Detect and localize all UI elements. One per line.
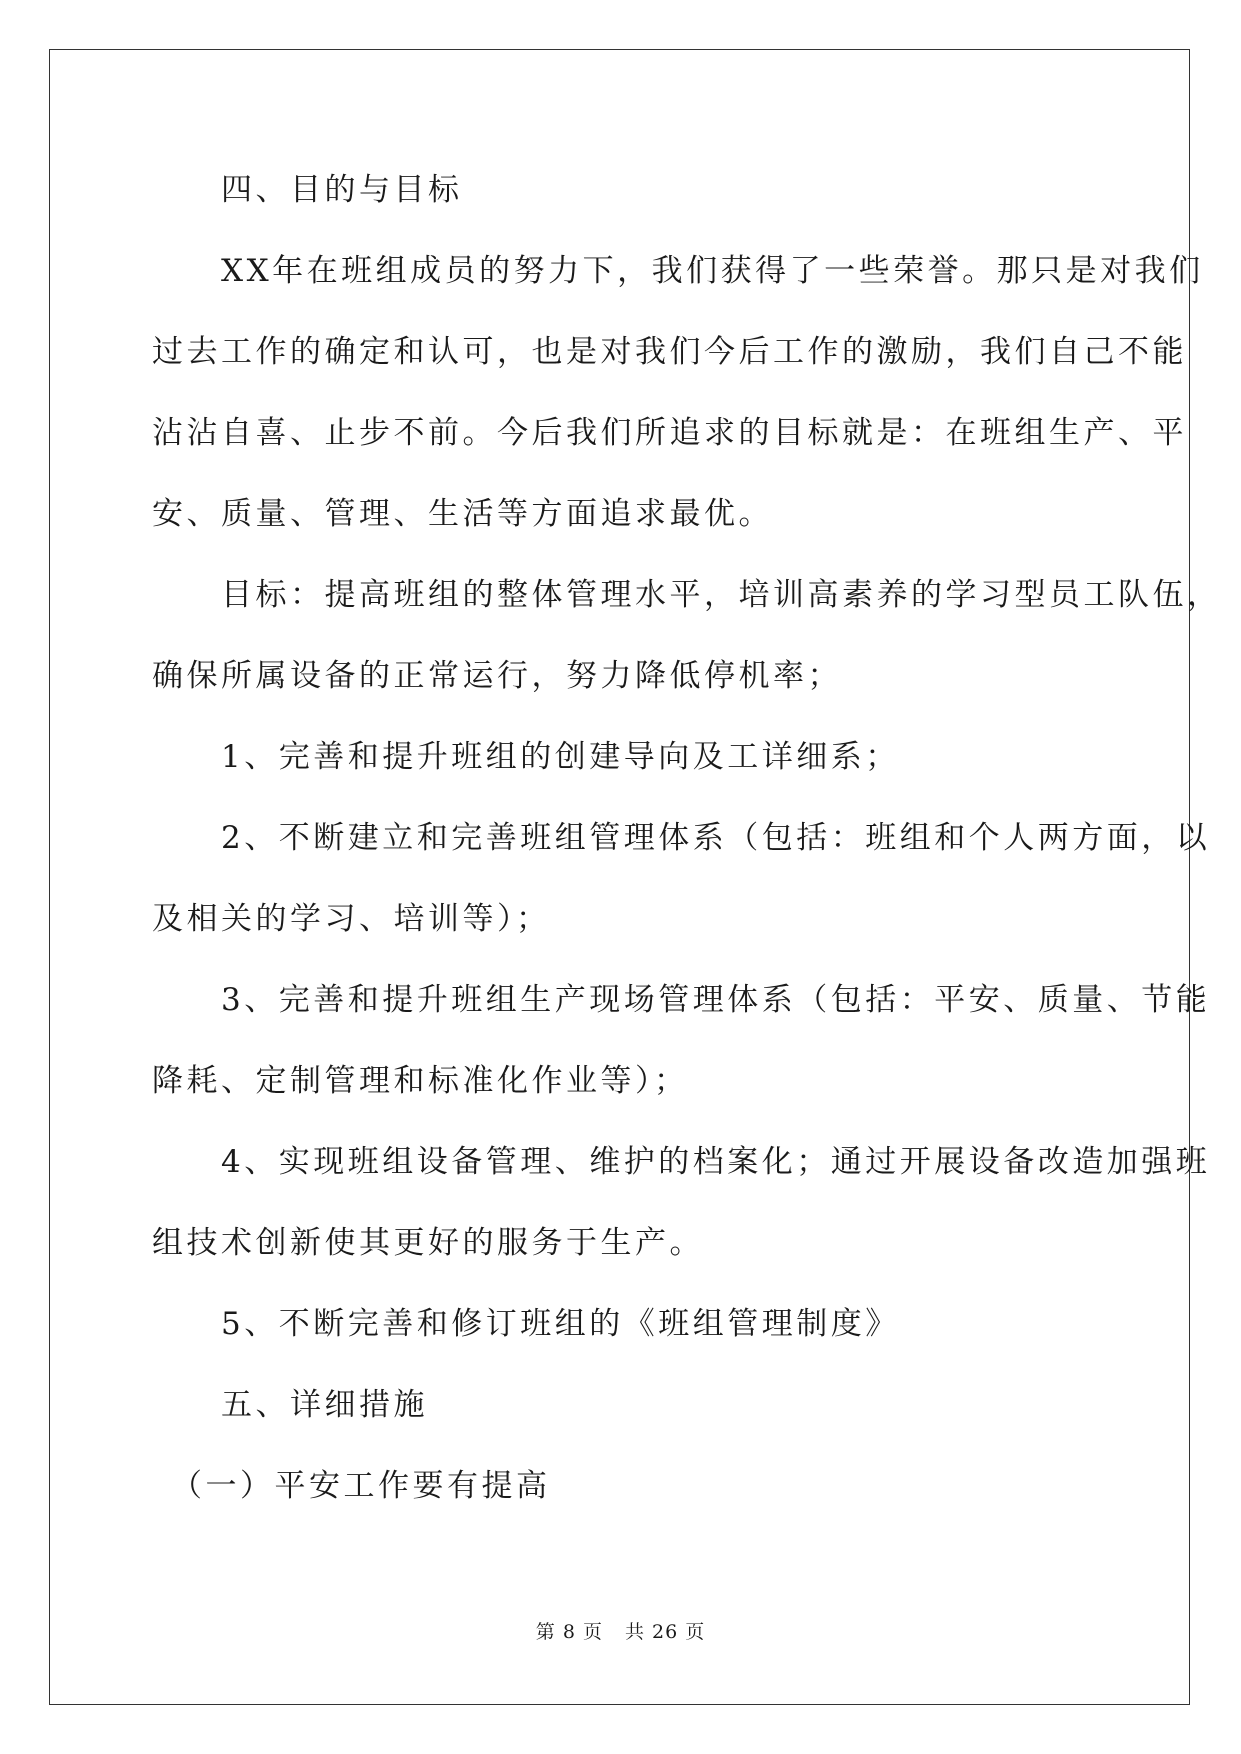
page-number: 第 8 页 bbox=[535, 1621, 603, 1643]
page-border bbox=[49, 49, 1222, 1705]
heading-section-five: 五、详细措施 bbox=[152, 1387, 428, 1423]
page-total: 共 26 页 bbox=[624, 1621, 706, 1643]
page-footer bbox=[0, 1620, 1241, 1644]
paragraph-line: 沾沾自喜、止步不前。今后我们所追求的目标就是：在班组生产、平 bbox=[152, 415, 1187, 451]
subheading: （一）平安工作要有提高 bbox=[152, 1468, 551, 1504]
list-item: 3、完善和提升班组生产现场管理体系（包括：平安、质量、节能 bbox=[152, 982, 1211, 1018]
paragraph-line: 目标：提高班组的整体管理水平，培训高素养的学习型员工队伍， bbox=[152, 577, 1222, 613]
list-item-continuation: 降耗、定制管理和标准化作业等）； bbox=[152, 1063, 689, 1099]
list-item-continuation: 组技术创新使其更好的服务于生产。 bbox=[152, 1225, 704, 1261]
list-item-continuation: 及相关的学习、培训等）； bbox=[152, 901, 551, 937]
list-item: 1、完善和提升班组的创建导向及工详细系； bbox=[152, 739, 900, 775]
paragraph-line: 安、质量、管理、生活等方面追求最优。 bbox=[152, 496, 773, 532]
list-item: 2、不断建立和完善班组管理体系（包括：班组和个人两方面，以 bbox=[152, 820, 1211, 856]
paragraph-line: XX年在班组成员的努力下，我们获得了一些荣誉。那只是对我们 bbox=[152, 253, 1204, 289]
paragraph-line: 确保所属设备的正常运行，努力降低停机率； bbox=[152, 658, 842, 694]
list-item: 4、实现班组设备管理、维护的档案化；通过开展设备改造加强班 bbox=[152, 1144, 1211, 1180]
paragraph-line: 过去工作的确定和认可，也是对我们今后工作的激励，我们自己不能 bbox=[152, 334, 1187, 370]
heading-section-four: 四、目的与目标 bbox=[152, 172, 463, 208]
list-item: 5、不断完善和修订班组的《班组管理制度》 bbox=[152, 1306, 900, 1342]
